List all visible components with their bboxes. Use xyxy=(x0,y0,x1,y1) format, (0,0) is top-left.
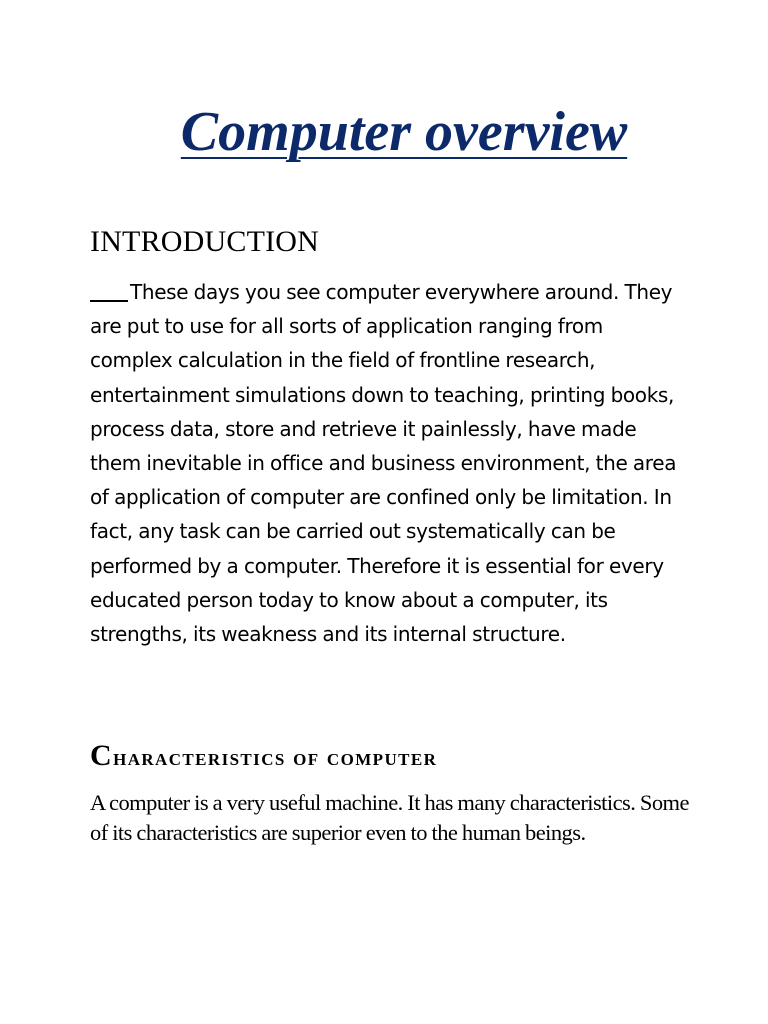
leading-underline xyxy=(90,280,128,302)
characteristics-paragraph: A computer is a very useful machine. It has many characteristics. Some of its characteristics are superior even to the human beings. xyxy=(90,790,689,845)
introduction-heading: INTRODUCTION xyxy=(90,225,320,258)
introduction-paragraph xyxy=(90,275,690,651)
characteristics-heading-initial: C xyxy=(90,739,114,772)
characteristics-heading-text: haracteristics of computer xyxy=(113,745,438,771)
characteristics-heading xyxy=(90,738,437,776)
introduction-paragraph-text: These days you see computer everywhere around. They are put to use for all sorts of application ranging from complex calculation in the field of frontline research, entertainment simulations down to teaching, printing books, process data, store and retrieve it painlessly, have made them inevitable in office and business environment, the area of application of computer are confined only be limitation. In fact, any task can be carried out systematically can be performed by a computer. Therefore it is essential for every educated person today to know about a computer, its strengths, its weakness and its internal structure. xyxy=(90,280,677,647)
document-title: Computer overview xyxy=(180,101,628,163)
